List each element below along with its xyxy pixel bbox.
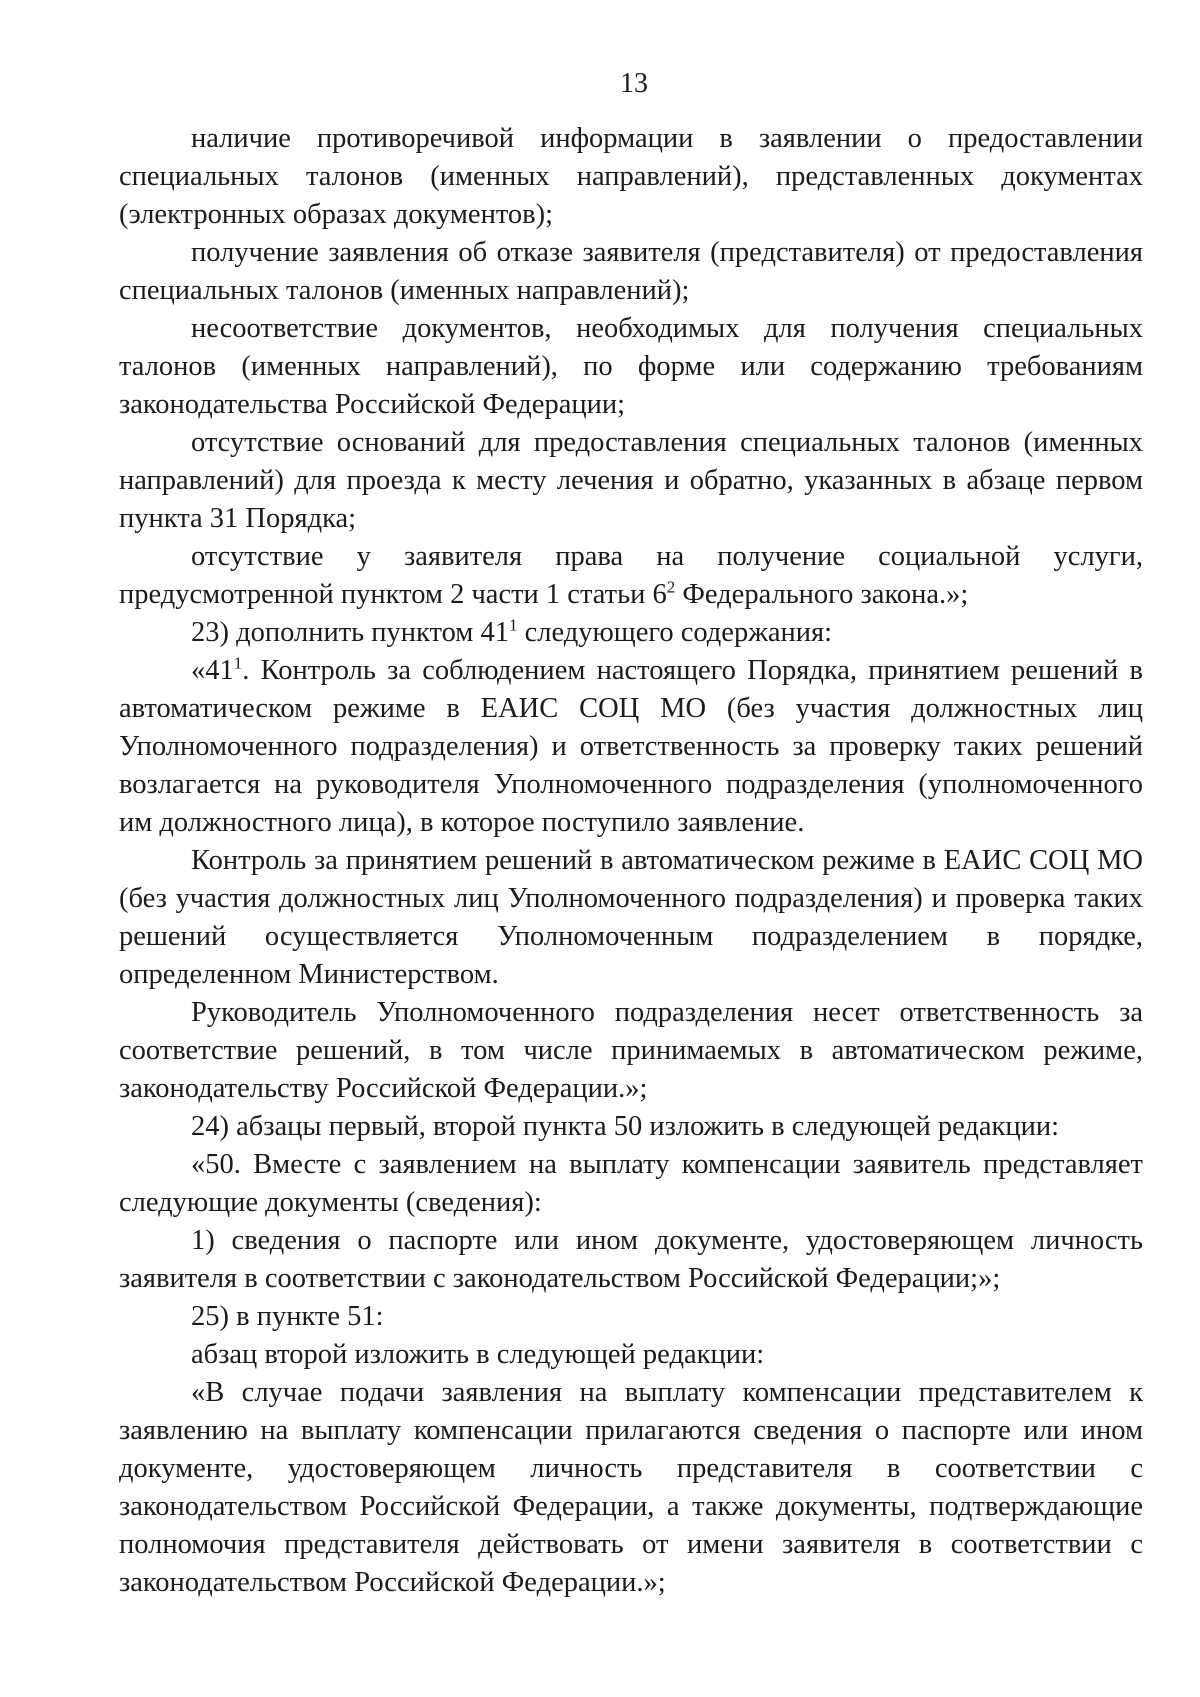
- paragraph-contradictory-info: наличие противоречивой информации в заявлении о предоставлении специальных талонов (именных направлений), представленных документах (электронных образах документов);: [119, 123, 1143, 230]
- page-number: 13: [620, 68, 648, 99]
- superscript: 1: [508, 615, 518, 635]
- paragraph-item-23-tail: следующего содержания:: [517, 617, 833, 648]
- paragraph-item-24: 24) абзацы первый, второй пункта 50 изложить в следующей редакции:: [191, 1111, 1060, 1142]
- document-body: [119, 120, 1143, 1602]
- paragraph-second-abzac: абзац второй изложить в следующей редакции:: [191, 1339, 765, 1370]
- paragraph-clause-41-1-tail: . Контроль за соблюдением настоящего Порядка, принятием решений в автоматическом режиме в ЕАИС СОЦ МО (без участия должностных лиц Уполномоченного подразделения) и ответственность за проверку таких решений возлагается на руководителя Уполномоченного подразделения (уполномоченного им должностного лица), в которое поступило заявление.: [119, 655, 1143, 838]
- paragraph-head-responsibility: Руководитель Уполномоченного подразделения несет ответственность за соответствие решений, в том числе принимаемых в автоматическом режиме, законодательству Российской Федерации.»;: [119, 997, 1143, 1104]
- paragraph-control-automatic: Контроль за принятием решений в автоматическом режиме в ЕАИС СОЦ МО (без участия должностных лиц Уполномоченного подразделения) и проверка таких решений осуществляется Уполномоченным подразделением в порядке, определенном Министерством.: [119, 845, 1143, 990]
- superscript: 1: [233, 653, 243, 673]
- paragraph-refusal-application: получение заявления об отказе заявителя (представителя) от предоставления специальных талонов (именных направлений);: [119, 237, 1143, 306]
- paragraph-no-grounds: отсутствие оснований для предоставления специальных талонов (именных направлений) для проезда к месту лечения и обратно, указанных в абзаце первом пункта 31 Порядка;: [119, 427, 1143, 534]
- paragraph-passport-info: 1) сведения о паспорте или ином документе, удостоверяющем личность заявителя в соответствии с законодательством Российской Федерации;»;: [119, 1225, 1143, 1294]
- paragraph-clause-41-1-text: «41: [191, 655, 234, 686]
- paragraph-representative: «В случае подачи заявления на выплату компенсации представителем к заявлению на выплату компенсации прилагаются сведения о паспорте или ином документе, удостоверяющем личность представителя в соответствии с законодательством Российской Федерации, а также документы, подтверждающие полномочия представителя действовать от имени заявителя в соответствии с законодательством Российской Федерации.»;: [119, 1377, 1143, 1598]
- paragraph-no-right: [119, 538, 1143, 614]
- paragraph-clause-41-1: [119, 652, 1143, 842]
- paragraph-item-25: 25) в пункте 51:: [191, 1301, 384, 1332]
- paragraph-item-23: [119, 614, 1143, 652]
- paragraph-item-23-text: 23) дополнить пунктом 41: [191, 617, 509, 648]
- paragraph-no-right-text: отсутствие у заявителя права на получение социальной услуги, предусмотренной пунктом 2 части 1 статьи 6: [119, 541, 1143, 610]
- paragraph-documents-mismatch: несоответствие документов, необходимых для получения специальных талонов (именных направлений), по форме или содержанию требованиям законодательства Российской Федерации;: [119, 313, 1143, 420]
- paragraph-clause-50: «50. Вместе с заявлением на выплату компенсации заявитель представляет следующие документы (сведения):: [119, 1149, 1143, 1218]
- paragraph-no-right-tail: Федерального закона.»;: [675, 579, 969, 610]
- superscript: 2: [666, 577, 676, 597]
